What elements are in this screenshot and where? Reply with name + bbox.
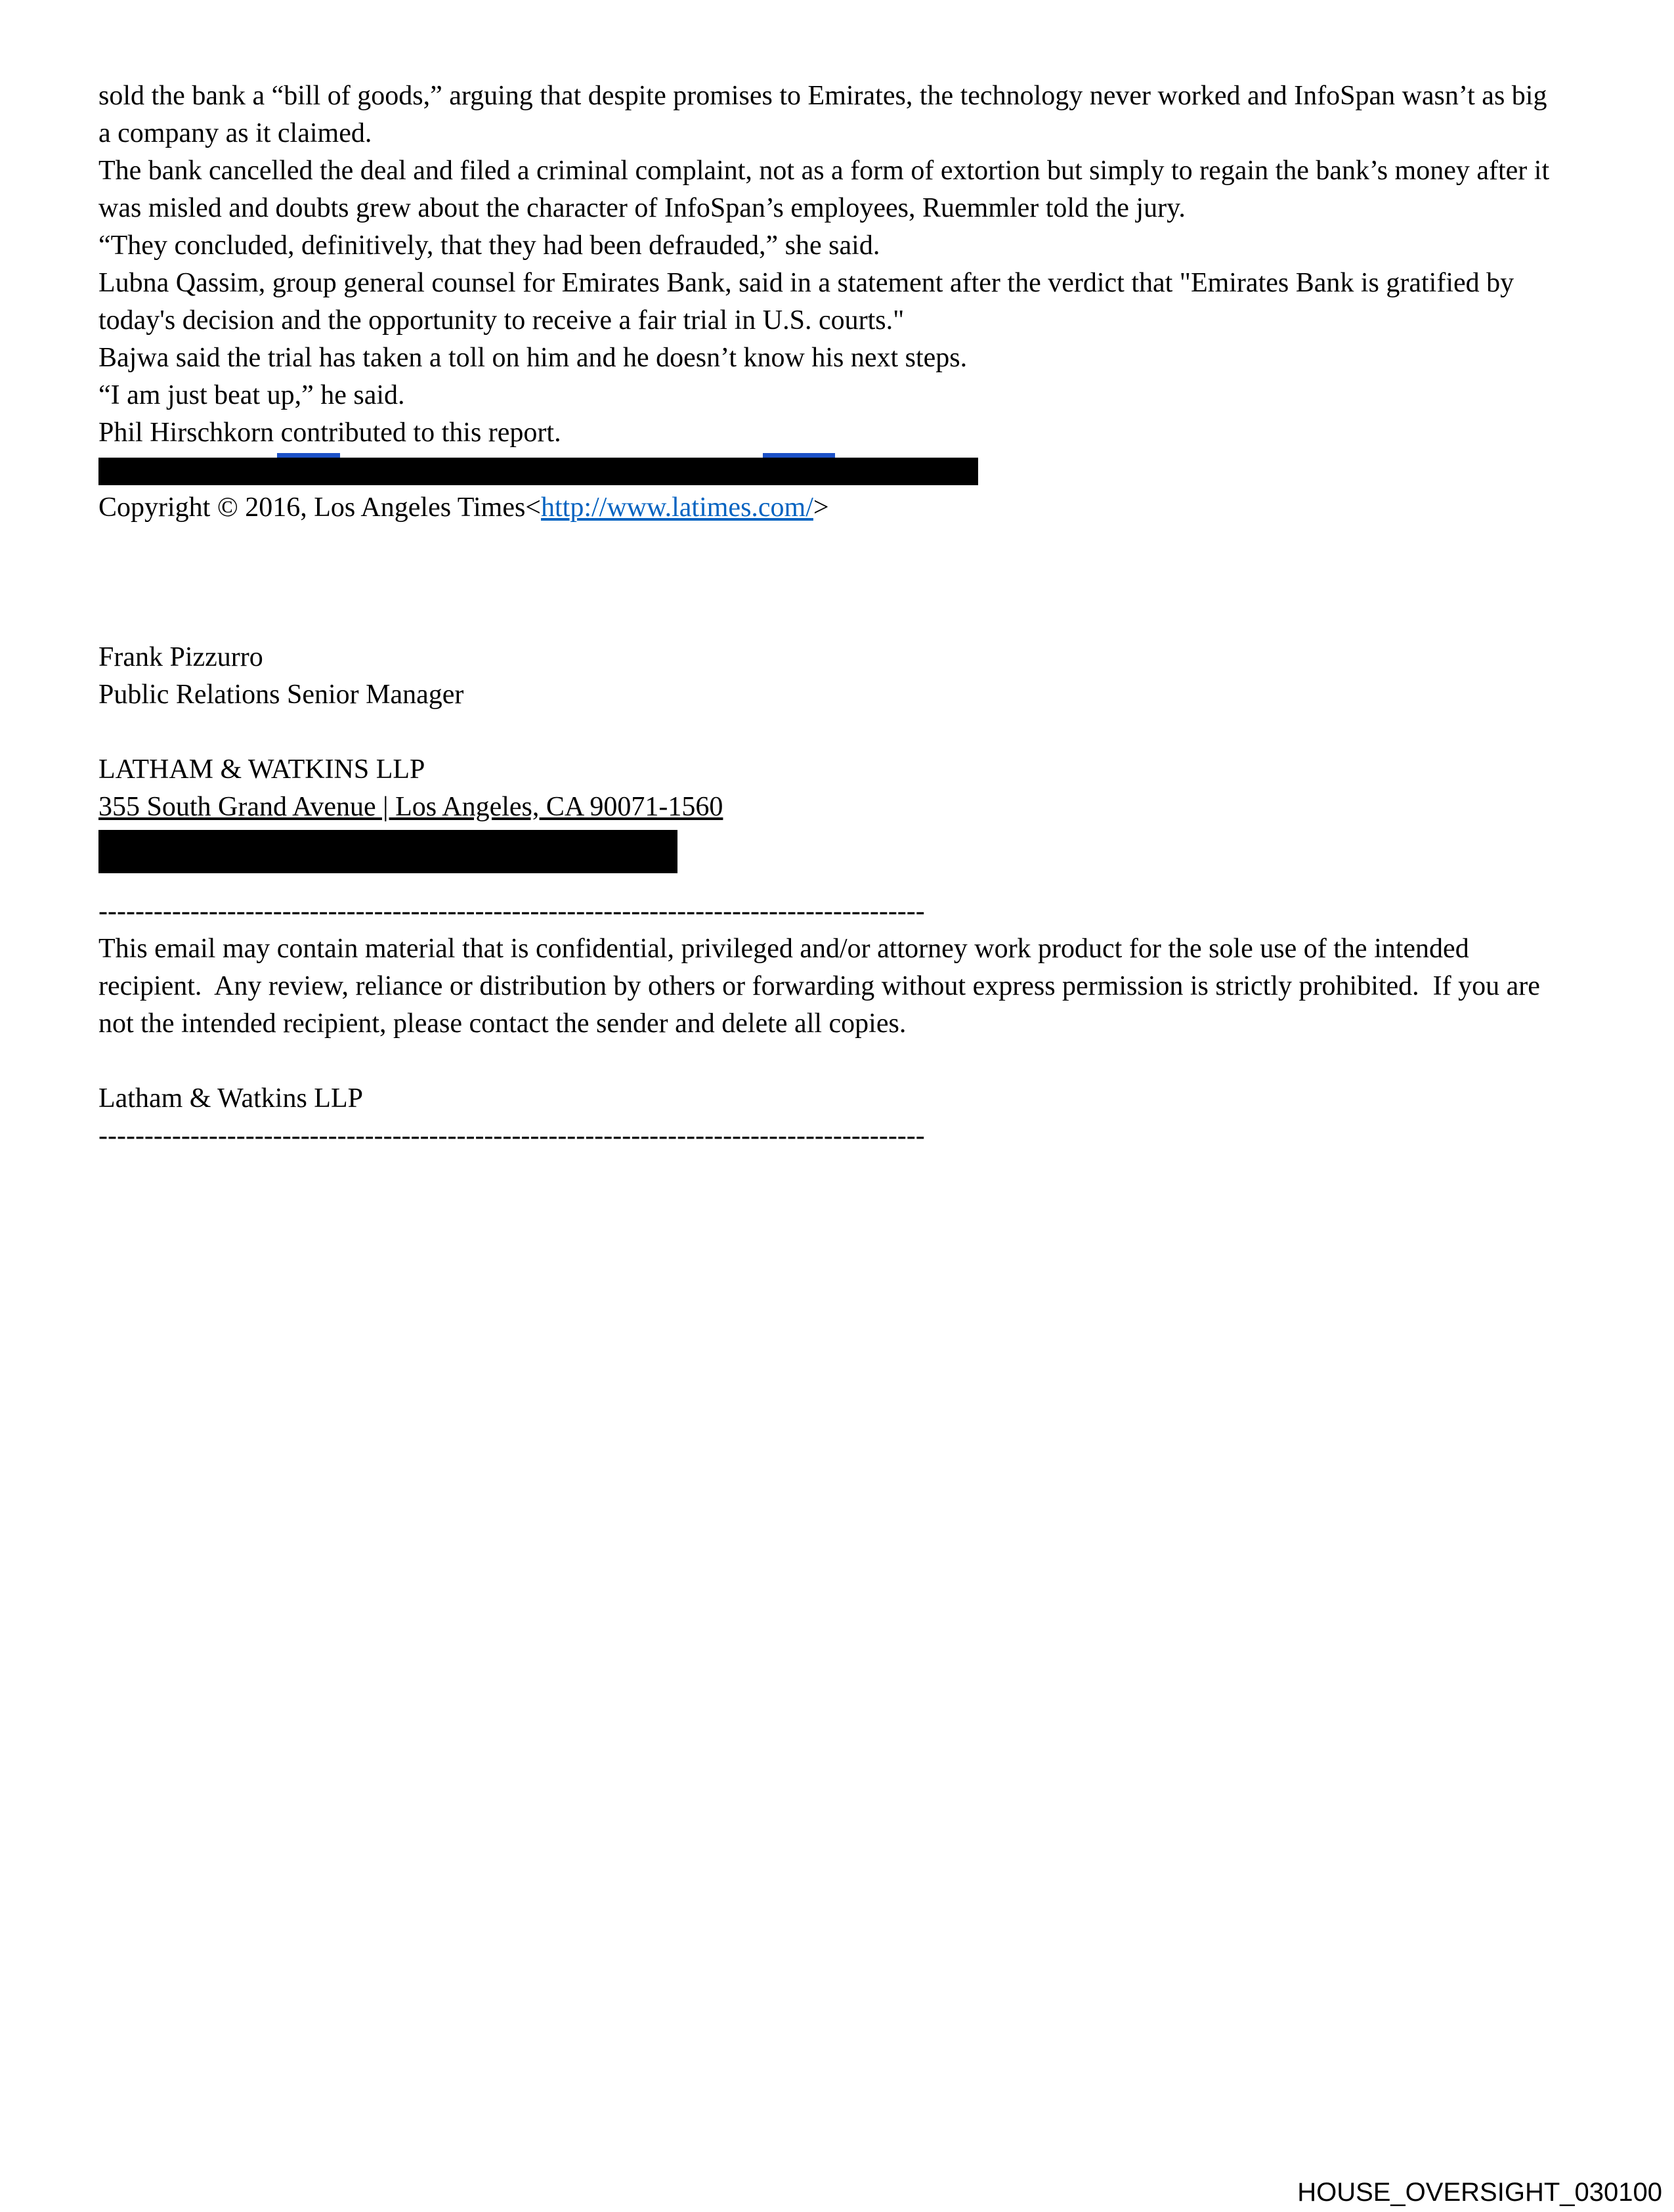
divider-line: ------------------------------------------------------------------------------------------ (98, 896, 925, 926)
copyright-text: Copyright © 2016, Los Angeles Times< (98, 492, 541, 523)
article-paragraph-4: Lubna Qassim, group general counsel for Emirates Bank, said in a statement after the verdict that "Emirates Bank is gratified by today's decision and the opportunity to receive a fair trial in U.S. courts." (98, 268, 1521, 336)
disclaimer-firm: Latham & Watkins LLP (98, 1083, 363, 1114)
article-paragraph-6: “I am just beat up,” he said. (98, 380, 405, 410)
copyright-text-suffix: > (813, 492, 829, 523)
signature-firm: LATHAM & WATKINS LLP (98, 754, 425, 785)
redacted-contact-info (98, 830, 677, 873)
disclaimer-text: This email may contain material that is confidential, privileged and/or attorney work product for the sole use of the intended recipient. Any review, reliance or distribution by others or forwarding without express permission is strictly prohibited. If you are not the intended recipient, please contact the sender and delete all copies. (98, 934, 1547, 1039)
latimes-link[interactable]: http://www.latimes.com/ (541, 492, 813, 523)
article-paragraph-2: The bank cancelled the deal and filed a criminal complaint, not as a form of extortion but simply to regain the bank’s money after it was misled and doubts grew about the character of InfoSpan’s employees, Ruemmler told the jury. (98, 156, 1556, 223)
signature-name: Frank Pizzurro (98, 642, 263, 672)
signature-address: 355 South Grand Avenue | Los Angeles, CA 90071-1560 (98, 792, 723, 822)
vertical-spacer (98, 527, 1551, 639)
article-paragraph-3: “They concluded, definitively, that they had been defrauded,” she said. (98, 230, 880, 261)
vertical-spacer (98, 873, 1551, 893)
signature-title: Public Relations Senior Manager (98, 680, 464, 710)
article-paragraph-5: Bajwa said the trial has taken a toll on him and he doesn’t know his next steps. (98, 343, 968, 373)
vertical-spacer (98, 1043, 1551, 1080)
bates-number: HOUSE_OVERSIGHT_030100 (1297, 2178, 1662, 2207)
redaction-bar (98, 458, 978, 485)
vertical-spacer (98, 714, 1551, 751)
redacted-links-line (98, 452, 1551, 489)
article-paragraph-7: Phil Hirschkorn contributed to this report. (98, 418, 561, 448)
divider-line-2: ------------------------------------------------------------------------------------------ (98, 1121, 925, 1151)
copyright-line (98, 489, 1551, 527)
article-paragraph-1: sold the bank a “bill of goods,” arguing that despite promises to Emirates, the technology never worked and InfoSpan wasn’t as big a company as it claimed. (98, 81, 1554, 148)
email-body (98, 77, 1556, 1155)
